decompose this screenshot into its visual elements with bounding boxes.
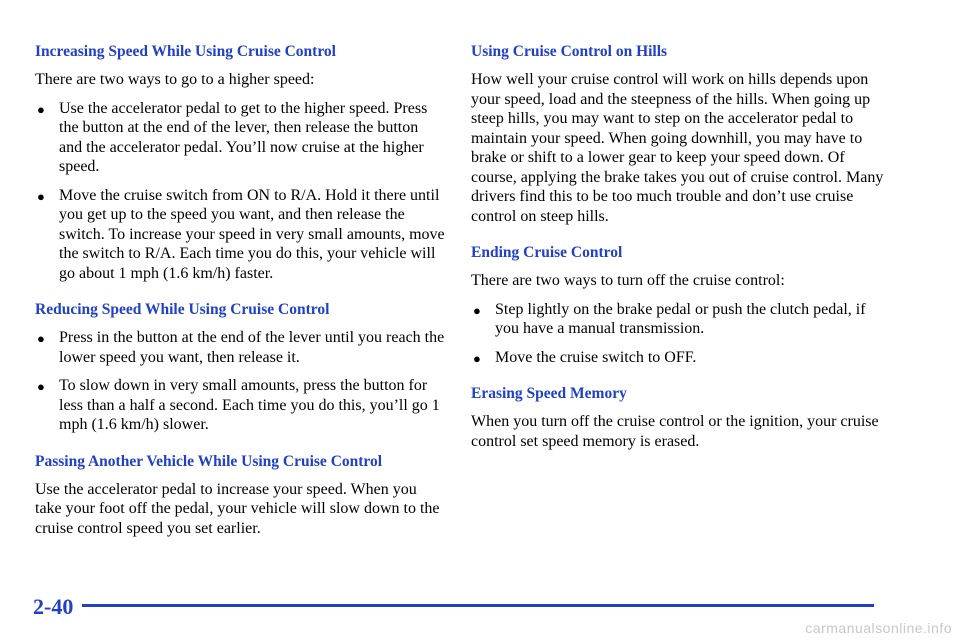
heading-ending-cruise: Ending Cruise Control — [471, 244, 623, 261]
page-number: 2-40 — [33, 594, 74, 619]
bullet-list-reducing — [35, 328, 445, 435]
section-reducing-speed — [35, 300, 445, 435]
bullet-icon: ● — [473, 350, 481, 366]
bullet-icon: ● — [473, 302, 481, 318]
section-ending-cruise — [471, 243, 891, 367]
intro-ending-cruise: There are two ways to turn off the cruise control: — [471, 272, 785, 289]
list-item — [35, 376, 445, 435]
heading-hills: Using Cruise Control on Hills — [471, 43, 668, 60]
bullet-icon: ● — [37, 331, 45, 346]
body-erasing-memory: When you turn off the cruise control or the ignition, your cruise control set speed memory is erased. — [471, 413, 879, 450]
section-passing-vehicle — [35, 452, 445, 539]
body-passing-vehicle: Use the accelerator pedal to increase your speed. When you take your foot off the pedal, your vehicle will slow down to the cruise control speed you set earlier. — [35, 480, 440, 537]
bullet-text: Press in the button at the end of the lever until you reach the lower speed you want, then release it. — [59, 329, 445, 366]
bullet-text: Move the cruise switch from ON to R/A. Hold it there until you get up to the speed you want, and then release the switch. To increase your speed in very small amounts, move the switch to R/A. Each time you do this, your vehicle will go about 1 mph (1.6 km/h) faster. — [59, 186, 445, 282]
bullet-icon: ● — [37, 101, 45, 117]
heading-erasing-memory: Erasing Speed Memory — [471, 385, 627, 402]
list-item — [35, 328, 445, 367]
list-item — [35, 186, 445, 284]
list-item — [35, 99, 445, 177]
footer-divider — [82, 604, 874, 607]
heading-increasing-speed: Increasing Speed While Using Cruise Control — [35, 43, 336, 60]
bullet-icon: ● — [37, 188, 45, 204]
bullet-text: Use the accelerator pedal to get to the higher speed. Press the button at the end of the lever, then release the button and the accelerator pedal. You’ll now cruise at the higher speed. — [59, 99, 428, 175]
bullet-icon: ● — [37, 379, 45, 394]
bullet-text: To slow down in very small amounts, press the button for less than a half a second. Each time you do this, you’ll go 1 mph (1.6 km/h) slower. — [59, 377, 440, 433]
right-column — [471, 42, 891, 460]
bullet-text: Step lightly on the brake pedal or push the clutch pedal, if you have a manual transmission. — [495, 300, 866, 337]
section-hills — [471, 42, 891, 226]
list-item — [471, 348, 891, 368]
left-column — [35, 42, 445, 547]
watermark-text: carmanualsonline.info — [805, 620, 952, 636]
body-hills: How well your cruise control will work on hills depends upon your speed, load and the steepness of the hills. When going up steep hills, you may want to step on the accelerator pedal to maintain your speed. When going downhill, you may have to brake or shift to a lower gear to keep your speed down. Of course, applying the brake takes you out of cruise control. Many drivers find this to be too much trouble and don’t use cruise control on steep hills. — [471, 71, 884, 225]
bullet-list-ending — [471, 300, 891, 368]
heading-passing-vehicle: Passing Another Vehicle While Using Cruise Control — [35, 452, 383, 470]
section-increasing-speed — [35, 42, 445, 283]
section-erasing-memory — [471, 384, 891, 451]
intro-increasing-speed: There are two ways to go to a higher speed: — [35, 71, 315, 88]
bullet-list-increasing — [35, 99, 445, 284]
list-item — [471, 300, 891, 339]
heading-reducing-speed: Reducing Speed While Using Cruise Control — [35, 301, 330, 318]
bullet-text: Move the cruise switch to OFF. — [495, 348, 697, 366]
